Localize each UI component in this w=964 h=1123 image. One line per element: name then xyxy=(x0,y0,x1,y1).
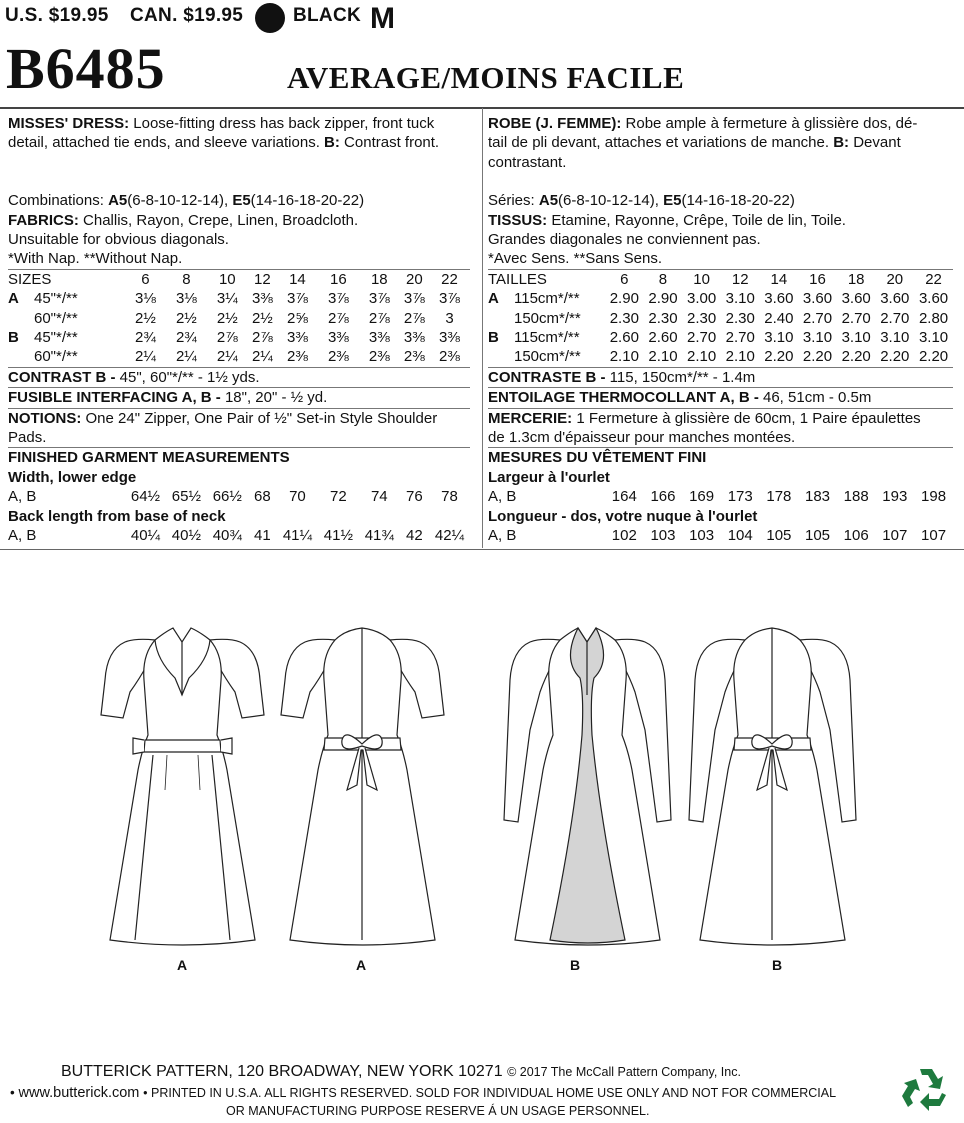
yardage-cell: 2¼ xyxy=(135,348,156,366)
notions-text-2: de 1.3cm d'épaisseur pour manches montées. xyxy=(488,428,796,446)
width-cell: 60"*/** xyxy=(34,348,78,366)
yardage-cell: 2.10 xyxy=(725,348,755,366)
view-cell: A xyxy=(488,290,499,308)
finished-heading: MESURES DU VÊTEMENT FINI xyxy=(488,449,707,467)
yardage-cell: 2.20 xyxy=(802,348,833,366)
section-rule xyxy=(0,549,964,550)
yardage-cell: 3 xyxy=(445,309,454,327)
measurement-cell: 64½ xyxy=(130,488,161,506)
size-cell: 12 xyxy=(254,270,271,288)
yardage-cell: 2½ xyxy=(251,309,273,327)
yardage-cell: 3⅜ xyxy=(251,290,273,308)
notions-row xyxy=(8,408,470,428)
recycle-icon xyxy=(900,1065,952,1115)
measurement-cell: 178 xyxy=(766,488,792,506)
size-header-row xyxy=(8,269,470,289)
width-lower-edge-label: Width, lower edge xyxy=(8,468,137,486)
figure-label: B xyxy=(570,957,581,973)
fr-yardage-table xyxy=(488,269,953,546)
yardage-cell: 3⅛ xyxy=(175,290,197,308)
size-cell: 6 xyxy=(141,270,150,288)
yardage-cell: 3⅞ xyxy=(327,290,349,308)
yardage-cell: 3.60 xyxy=(841,290,871,308)
back-length-label: Back length from base of neck xyxy=(8,507,226,525)
measurement-cell: 198 xyxy=(921,488,947,506)
contrast-row-text: CONTRAST B - 45", 60"*/** - 1½ yds. xyxy=(8,368,260,386)
fr-comb-e-sizes: (14-16-18-20-22) xyxy=(681,192,795,210)
pattern-number: B6485 xyxy=(6,36,166,101)
back-length-label-row xyxy=(8,507,470,526)
price-us: U.S. $19.95 xyxy=(5,5,109,26)
measurement-cell: 41½ xyxy=(323,527,353,545)
yardage-cell: 3.10 xyxy=(841,328,871,346)
fr-title: ROBE (J. FEMME): xyxy=(488,115,622,132)
sizes-label: SIZES xyxy=(8,270,52,288)
back-length-row xyxy=(8,526,470,545)
yardage-cell: 3⅞ xyxy=(287,290,308,308)
width-cell: 150cm*/** xyxy=(514,309,581,327)
measurement-cell: 78 xyxy=(441,488,458,506)
view-cell xyxy=(8,347,22,367)
width-cell: 115cm*/** xyxy=(514,290,580,308)
en-yardage-table xyxy=(8,269,470,546)
footer-rights-line xyxy=(10,1085,890,1101)
back-length-label-row xyxy=(488,507,953,526)
yardage-row xyxy=(488,289,953,308)
measurement-cell: 103 xyxy=(689,527,715,545)
copyright: © 2017 The McCall Pattern Company, Inc. xyxy=(507,1065,741,1079)
yardage-cell: 2.20 xyxy=(841,348,871,366)
size-letter: M xyxy=(370,2,395,35)
fr-desc: Devant xyxy=(853,134,901,152)
yardage-cell: 2⅜ xyxy=(368,348,390,366)
yardage-row xyxy=(488,347,953,367)
yardage-cell: 3⅜ xyxy=(287,328,308,346)
yardage-cell: 2½ xyxy=(135,309,156,327)
yardage-row xyxy=(8,328,470,347)
sizes-label: TAILLES xyxy=(488,270,547,288)
contrast-row xyxy=(8,367,470,387)
yardage-cell: 2¾ xyxy=(175,328,197,346)
en-desc: Contrast front. xyxy=(344,134,440,152)
measurement-cell: 102 xyxy=(611,527,637,545)
notions-row xyxy=(488,408,953,428)
yardage-cell: 2.10 xyxy=(648,348,678,366)
measurement-cell: 107 xyxy=(882,527,908,545)
yardage-cell: 2.30 xyxy=(725,309,755,327)
en-view-b: B: xyxy=(324,134,340,152)
yardage-cell: 3.60 xyxy=(880,290,910,308)
size-cell: 6 xyxy=(620,270,629,288)
measurement-cell: 70 xyxy=(289,488,306,506)
width-cell: 45"*/** xyxy=(34,290,78,308)
size-header-row xyxy=(488,269,953,289)
yardage-cell: 3⅛ xyxy=(135,290,156,308)
yardage-cell: 2⅞ xyxy=(403,309,425,327)
view-cell: B xyxy=(488,328,499,346)
width-cell: 45"*/** xyxy=(34,328,78,346)
measurement-cell: 41¼ xyxy=(282,527,313,545)
yardage-cell: 2.20 xyxy=(764,348,794,366)
view-cell: A, B xyxy=(8,527,37,545)
yardage-cell: 2⅞ xyxy=(327,309,349,327)
measurement-cell: 173 xyxy=(727,488,753,506)
yardage-cell: 2⅜ xyxy=(287,348,308,366)
column-divider xyxy=(482,108,483,548)
yardage-cell: 3⅜ xyxy=(403,328,425,346)
yardage-cell: 3⅞ xyxy=(368,290,390,308)
yardage-cell: 2⅞ xyxy=(368,309,390,327)
size-cell: 10 xyxy=(218,270,236,288)
width-lower-edge-row xyxy=(488,487,953,506)
price-can: CAN. $19.95 xyxy=(130,5,244,26)
en-unsuitable: Unsuitable for obvious diagonals. xyxy=(8,230,229,248)
en-comb-e: E5 xyxy=(232,192,251,210)
width-lower-edge-label-row xyxy=(488,468,953,487)
yardage-cell: 3⅞ xyxy=(439,290,460,308)
figure-label: A xyxy=(356,957,367,973)
yardage-cell: 2.70 xyxy=(802,309,833,327)
website-link[interactable]: www.butterick.com xyxy=(18,1085,140,1101)
measurement-cell: 106 xyxy=(843,527,869,545)
notions-row-2 xyxy=(8,428,470,448)
fr-comb-a: A5 xyxy=(538,192,559,210)
measurement-cell: 103 xyxy=(650,527,676,545)
yardage-cell: 2.90 xyxy=(648,290,678,308)
en-fabrics-label: FABRICS: xyxy=(8,211,79,229)
back-length-row xyxy=(488,526,953,545)
finished-heading: FINISHED GARMENT MEASUREMENTS xyxy=(8,449,290,467)
yardage-cell: 2.30 xyxy=(687,309,717,327)
figure-label: B xyxy=(772,957,783,973)
en-fabrics: Challis, Rayon, Crepe, Linen, Broadcloth. xyxy=(83,211,359,229)
view-cell: A, B xyxy=(488,527,517,545)
yardage-cell: 2.70 xyxy=(687,328,717,346)
width-lower-edge-label-row xyxy=(8,468,470,487)
view-cell xyxy=(8,309,22,328)
measurement-cell: 41 xyxy=(254,527,271,545)
yardage-cell: 3.60 xyxy=(802,290,833,308)
fr-desc: Robe ample à fermeture à glissière dos, dé- xyxy=(625,115,918,132)
notions-row-text: MERCERIE: 1 Fermeture à glissière de 60cm, 1 Paire épaulettes xyxy=(488,409,921,427)
size-cell: 16 xyxy=(809,270,826,288)
yardage-cell: 2¼ xyxy=(251,348,273,366)
measurement-cell: 183 xyxy=(805,488,831,506)
measurement-cell: 42 xyxy=(406,527,423,545)
view-a-back-drawing xyxy=(275,620,450,950)
yardage-cell: 2¾ xyxy=(135,328,156,346)
yardage-cell: 3⅜ xyxy=(368,328,390,346)
measurement-cell: 68 xyxy=(254,488,271,506)
measurement-cell: 41¾ xyxy=(364,527,394,545)
fr-comb-label: Séries: xyxy=(488,192,535,210)
size-cell: 12 xyxy=(731,270,749,288)
contrast-row xyxy=(488,367,953,387)
bullet: • xyxy=(10,1085,15,1100)
yardage-cell: 3¼ xyxy=(216,290,238,308)
view-b-front-drawing xyxy=(500,620,675,950)
size-cell: 18 xyxy=(847,270,865,288)
yardage-cell: 2.70 xyxy=(880,309,910,327)
yardage-cell: 2⅞ xyxy=(251,328,273,346)
interfacing-row xyxy=(8,388,470,408)
yardage-cell: 2½ xyxy=(175,309,197,327)
fr-desc: contrastant. xyxy=(488,153,567,171)
fr-fabrics: Etamine, Rayonne, Crêpe, Toile de lin, Toile. xyxy=(551,211,846,229)
measurement-cell: 193 xyxy=(882,488,908,506)
color-dot-icon xyxy=(255,3,285,33)
en-comb-a: A5 xyxy=(108,192,128,210)
finished-heading-row xyxy=(488,448,953,468)
view-b-back-drawing xyxy=(685,620,860,950)
envelope-color: BLACK xyxy=(293,5,361,26)
view-cell: A xyxy=(8,290,19,308)
fr-fabrics-label: TISSUS: xyxy=(488,211,548,229)
yardage-row xyxy=(488,328,953,347)
yardage-cell: 2.60 xyxy=(609,328,639,346)
fr-comb-e: E5 xyxy=(663,192,682,210)
measurement-cell: 40¾ xyxy=(212,527,242,545)
measurement-cell: 76 xyxy=(406,488,423,506)
yardage-cell: 3.10 xyxy=(764,328,794,346)
size-cell: 20 xyxy=(886,270,904,288)
yardage-cell: 2⅞ xyxy=(216,328,238,346)
yardage-cell: 2.30 xyxy=(648,309,678,327)
difficulty-label: AVERAGE/MOINS FACILE xyxy=(287,60,685,95)
width-lower-edge-label: Largeur à l'ourlet xyxy=(488,468,610,486)
yardage-cell: 2⅜ xyxy=(439,348,460,366)
yardage-cell: 3⅞ xyxy=(403,290,425,308)
size-cell: 8 xyxy=(182,270,191,288)
yardage-row xyxy=(488,309,953,328)
yardage-cell: 3.10 xyxy=(918,328,949,346)
measurement-cell: 65½ xyxy=(171,488,201,506)
yardage-cell: 2⅜ xyxy=(327,348,349,366)
view-cell: A, B xyxy=(488,488,517,506)
yardage-cell: 2.90 xyxy=(609,290,639,308)
view-a-front-drawing xyxy=(95,620,270,950)
yardage-cell: 2.60 xyxy=(648,328,678,346)
french-column xyxy=(488,114,958,545)
company-address: BUTTERICK PATTERN, 120 BROADWAY, NEW YORK 10271 xyxy=(61,1063,503,1080)
width-cell: 150cm*/** xyxy=(514,348,581,366)
contrast-row-text: CONTRASTE B - 115, 150cm*/** - 1.4m xyxy=(488,368,756,386)
en-comb-label: Combinations: xyxy=(8,192,104,210)
size-cell: 20 xyxy=(406,270,423,288)
en-title: MISSES' DRESS: xyxy=(8,115,130,132)
en-desc: Loose-fitting dress has back zipper, front tuck xyxy=(133,115,435,132)
measurement-cell: 104 xyxy=(727,527,753,545)
yardage-row xyxy=(8,289,470,308)
fr-view-b: B: xyxy=(833,134,850,152)
yardage-cell: 2.40 xyxy=(764,309,794,327)
size-cell: 22 xyxy=(925,270,942,288)
measurement-cell: 105 xyxy=(805,527,831,545)
finished-heading-row xyxy=(8,448,470,468)
size-cell: 16 xyxy=(330,270,347,288)
yardage-cell: 2.10 xyxy=(609,348,639,366)
size-cell: 18 xyxy=(370,270,388,288)
yardage-cell: 3⅜ xyxy=(439,328,460,346)
footer-company-line xyxy=(61,1063,911,1081)
en-comb-a-sizes: (6-8-10-12-14), xyxy=(127,192,229,210)
size-cell: 10 xyxy=(693,270,710,288)
measurement-cell: 40¼ xyxy=(130,527,161,545)
view-cell xyxy=(488,347,502,367)
view-cell xyxy=(488,309,502,328)
view-cell: B xyxy=(8,328,19,346)
measurement-cell: 42¼ xyxy=(434,527,465,545)
rights-text: • PRINTED IN U.S.A. ALL RIGHTS RESERVED. SOLD FOR INDIVIDUAL HOME USE ONLY AND NOT FOR COMMERCIAL xyxy=(143,1086,837,1100)
measurement-cell: 105 xyxy=(766,527,792,545)
yardage-cell: 2.70 xyxy=(725,328,755,346)
yardage-row xyxy=(8,347,470,367)
interfacing-row xyxy=(488,388,953,408)
fr-desc: tail de pli devant, attaches et variations de manche. xyxy=(488,134,830,152)
fr-nap-note: *Avec Sens. **Sans Sens. xyxy=(488,250,662,268)
size-cell: 14 xyxy=(770,270,788,288)
measurement-cell: 166 xyxy=(650,488,676,506)
measurement-cell: 164 xyxy=(611,488,637,506)
notions-row-text: NOTIONS: One 24" Zipper, One Pair of ½" Set-in Style Shoulder xyxy=(8,409,438,427)
yardage-cell: 2.20 xyxy=(918,348,949,366)
yardage-cell: 2.20 xyxy=(880,348,910,366)
size-cell: 8 xyxy=(658,270,668,288)
yardage-cell: 3⅜ xyxy=(327,328,349,346)
measurement-cell: 107 xyxy=(921,527,947,545)
yardage-cell: 2¼ xyxy=(175,348,197,366)
size-cell: 14 xyxy=(289,270,306,288)
yardage-row xyxy=(8,309,470,328)
en-nap-note: *With Nap. **Without Nap. xyxy=(8,250,183,268)
en-comb-e-sizes: (14-16-18-20-22) xyxy=(250,192,365,210)
en-desc: detail, attached tie ends, and sleeve variations. xyxy=(8,134,320,152)
measurement-cell: 72 xyxy=(330,488,347,506)
rights-text-2: OR MANUFACTURING PURPOSE RESERVE Á UN USAGE PERSONNEL. xyxy=(226,1104,650,1118)
interfacing-row-text: FUSIBLE INTERFACING A, B - 18", 20" - ½ yd. xyxy=(8,389,328,407)
figure-label: A xyxy=(177,957,188,973)
yardage-cell: 3.10 xyxy=(802,328,833,346)
back-length-label: Longueur - dos, votre nuque à l'ourlet xyxy=(488,507,758,525)
measurement-cell: 169 xyxy=(689,488,715,506)
notions-row-2 xyxy=(488,428,953,448)
yardage-cell: 2.10 xyxy=(687,348,717,366)
yardage-cell: 2⅝ xyxy=(287,309,308,327)
measurement-cell: 74 xyxy=(370,488,388,506)
yardage-cell: 3.00 xyxy=(687,290,717,308)
measurement-cell: 40½ xyxy=(171,527,201,545)
yardage-cell: 3.60 xyxy=(918,290,949,308)
yardage-cell: 2.80 xyxy=(918,309,949,327)
yardage-cell: 2¼ xyxy=(216,348,238,366)
size-cell: 22 xyxy=(441,270,458,288)
width-cell: 115cm*/** xyxy=(514,328,580,346)
view-cell: A, B xyxy=(8,488,37,506)
notions-text-2: Pads. xyxy=(8,428,47,446)
fr-comb-a-sizes: (6-8-10-12-14), xyxy=(558,192,659,210)
yardage-cell: 3.10 xyxy=(880,328,910,346)
yardage-cell: 3.10 xyxy=(725,290,755,308)
width-lower-edge-row xyxy=(8,487,470,506)
width-cell: 60"*/** xyxy=(34,309,78,327)
yardage-cell: 2.70 xyxy=(841,309,871,327)
yardage-cell: 2.30 xyxy=(609,309,639,327)
yardage-cell: 2½ xyxy=(216,309,238,327)
interfacing-row-text: ENTOILAGE THERMOCOLLANT A, B - 46, 51cm - 0.5m xyxy=(488,389,872,407)
english-column xyxy=(8,114,478,545)
yardage-cell: 2⅜ xyxy=(403,348,425,366)
measurement-cell: 66½ xyxy=(212,488,242,506)
fr-unsuitable: Grandes diagonales ne conviennent pas. xyxy=(488,230,761,248)
measurement-cell: 188 xyxy=(843,488,869,506)
yardage-cell: 3.60 xyxy=(764,290,794,308)
